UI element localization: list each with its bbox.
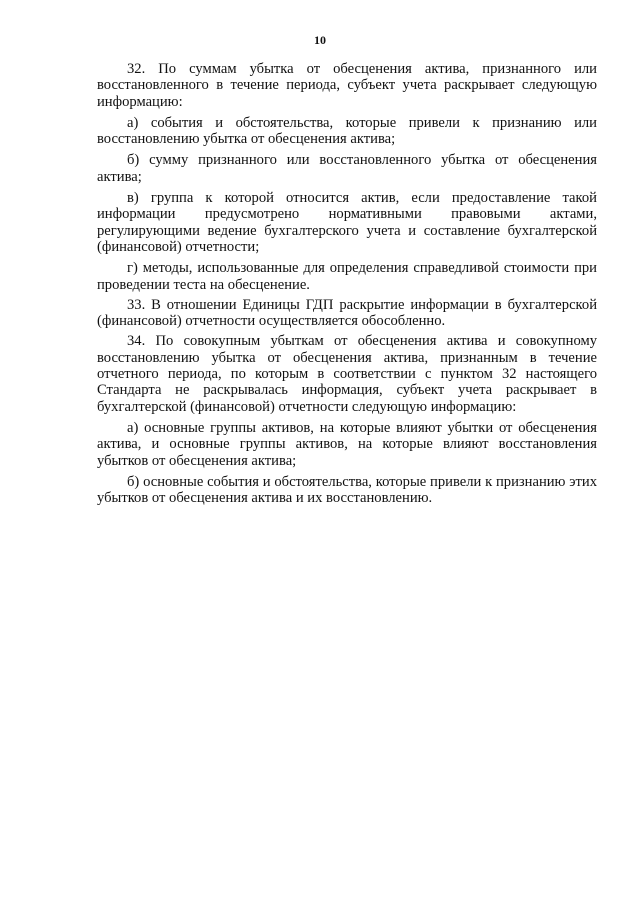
- paragraph-32-item-g: г) методы, использованные для определения справедливой стоимости при проведении теста на обесценение.: [97, 260, 597, 293]
- paragraph-32-item-v: в) группа к которой относится актив, если предоставление такой информации предусмотрено нормативными правовыми актами, регулирующими ведение бухгалтерского учета и составление бухгалтерской (финансовой) отчетности;: [97, 190, 597, 255]
- paragraph-32: 32. По суммам убытка от обесценения актива, признанного или восстановленного в течение периода, субъект учета раскрывает следующую информацию:: [97, 61, 597, 110]
- paragraph-34-item-b: б) основные события и обстоятельства, которые привели к признанию этих убытков от обесценения актива и их восстановлению.: [97, 473, 597, 507]
- document-body: [97, 61, 597, 506]
- paragraph-34-item-a: а) основные группы активов, на которые влияют убытки от обесценения актива, и основные группы активов, на которые влияют восстановления убытков от обесценения актива;: [97, 419, 597, 469]
- paragraph-32-item-a: а) события и обстоятельства, которые привели к признанию или восстановлению убытка от обесценения актива;: [97, 114, 597, 148]
- paragraph-33: 33. В отношении Единицы ГДП раскрытие информации в бухгалтерской (финансовой) отчетности осуществляется обособленно.: [97, 296, 597, 330]
- paragraph-34: 34. По совокупным убыткам от обесценения актива и совокупному восстановлению убытка от обесценения актива, признанным в течение отчетного периода, по которым в соответствии с пунктом 32 настоящего Стандарта не раскрывалась информация, субъект учета раскрывает в бухгалтерской (финансовой) отчетности следующую информацию:: [97, 333, 597, 415]
- paragraph-32-item-b: б) сумму признанного или восстановленного убытка от обесценения актива;: [97, 152, 597, 185]
- page-number: 10: [314, 33, 326, 47]
